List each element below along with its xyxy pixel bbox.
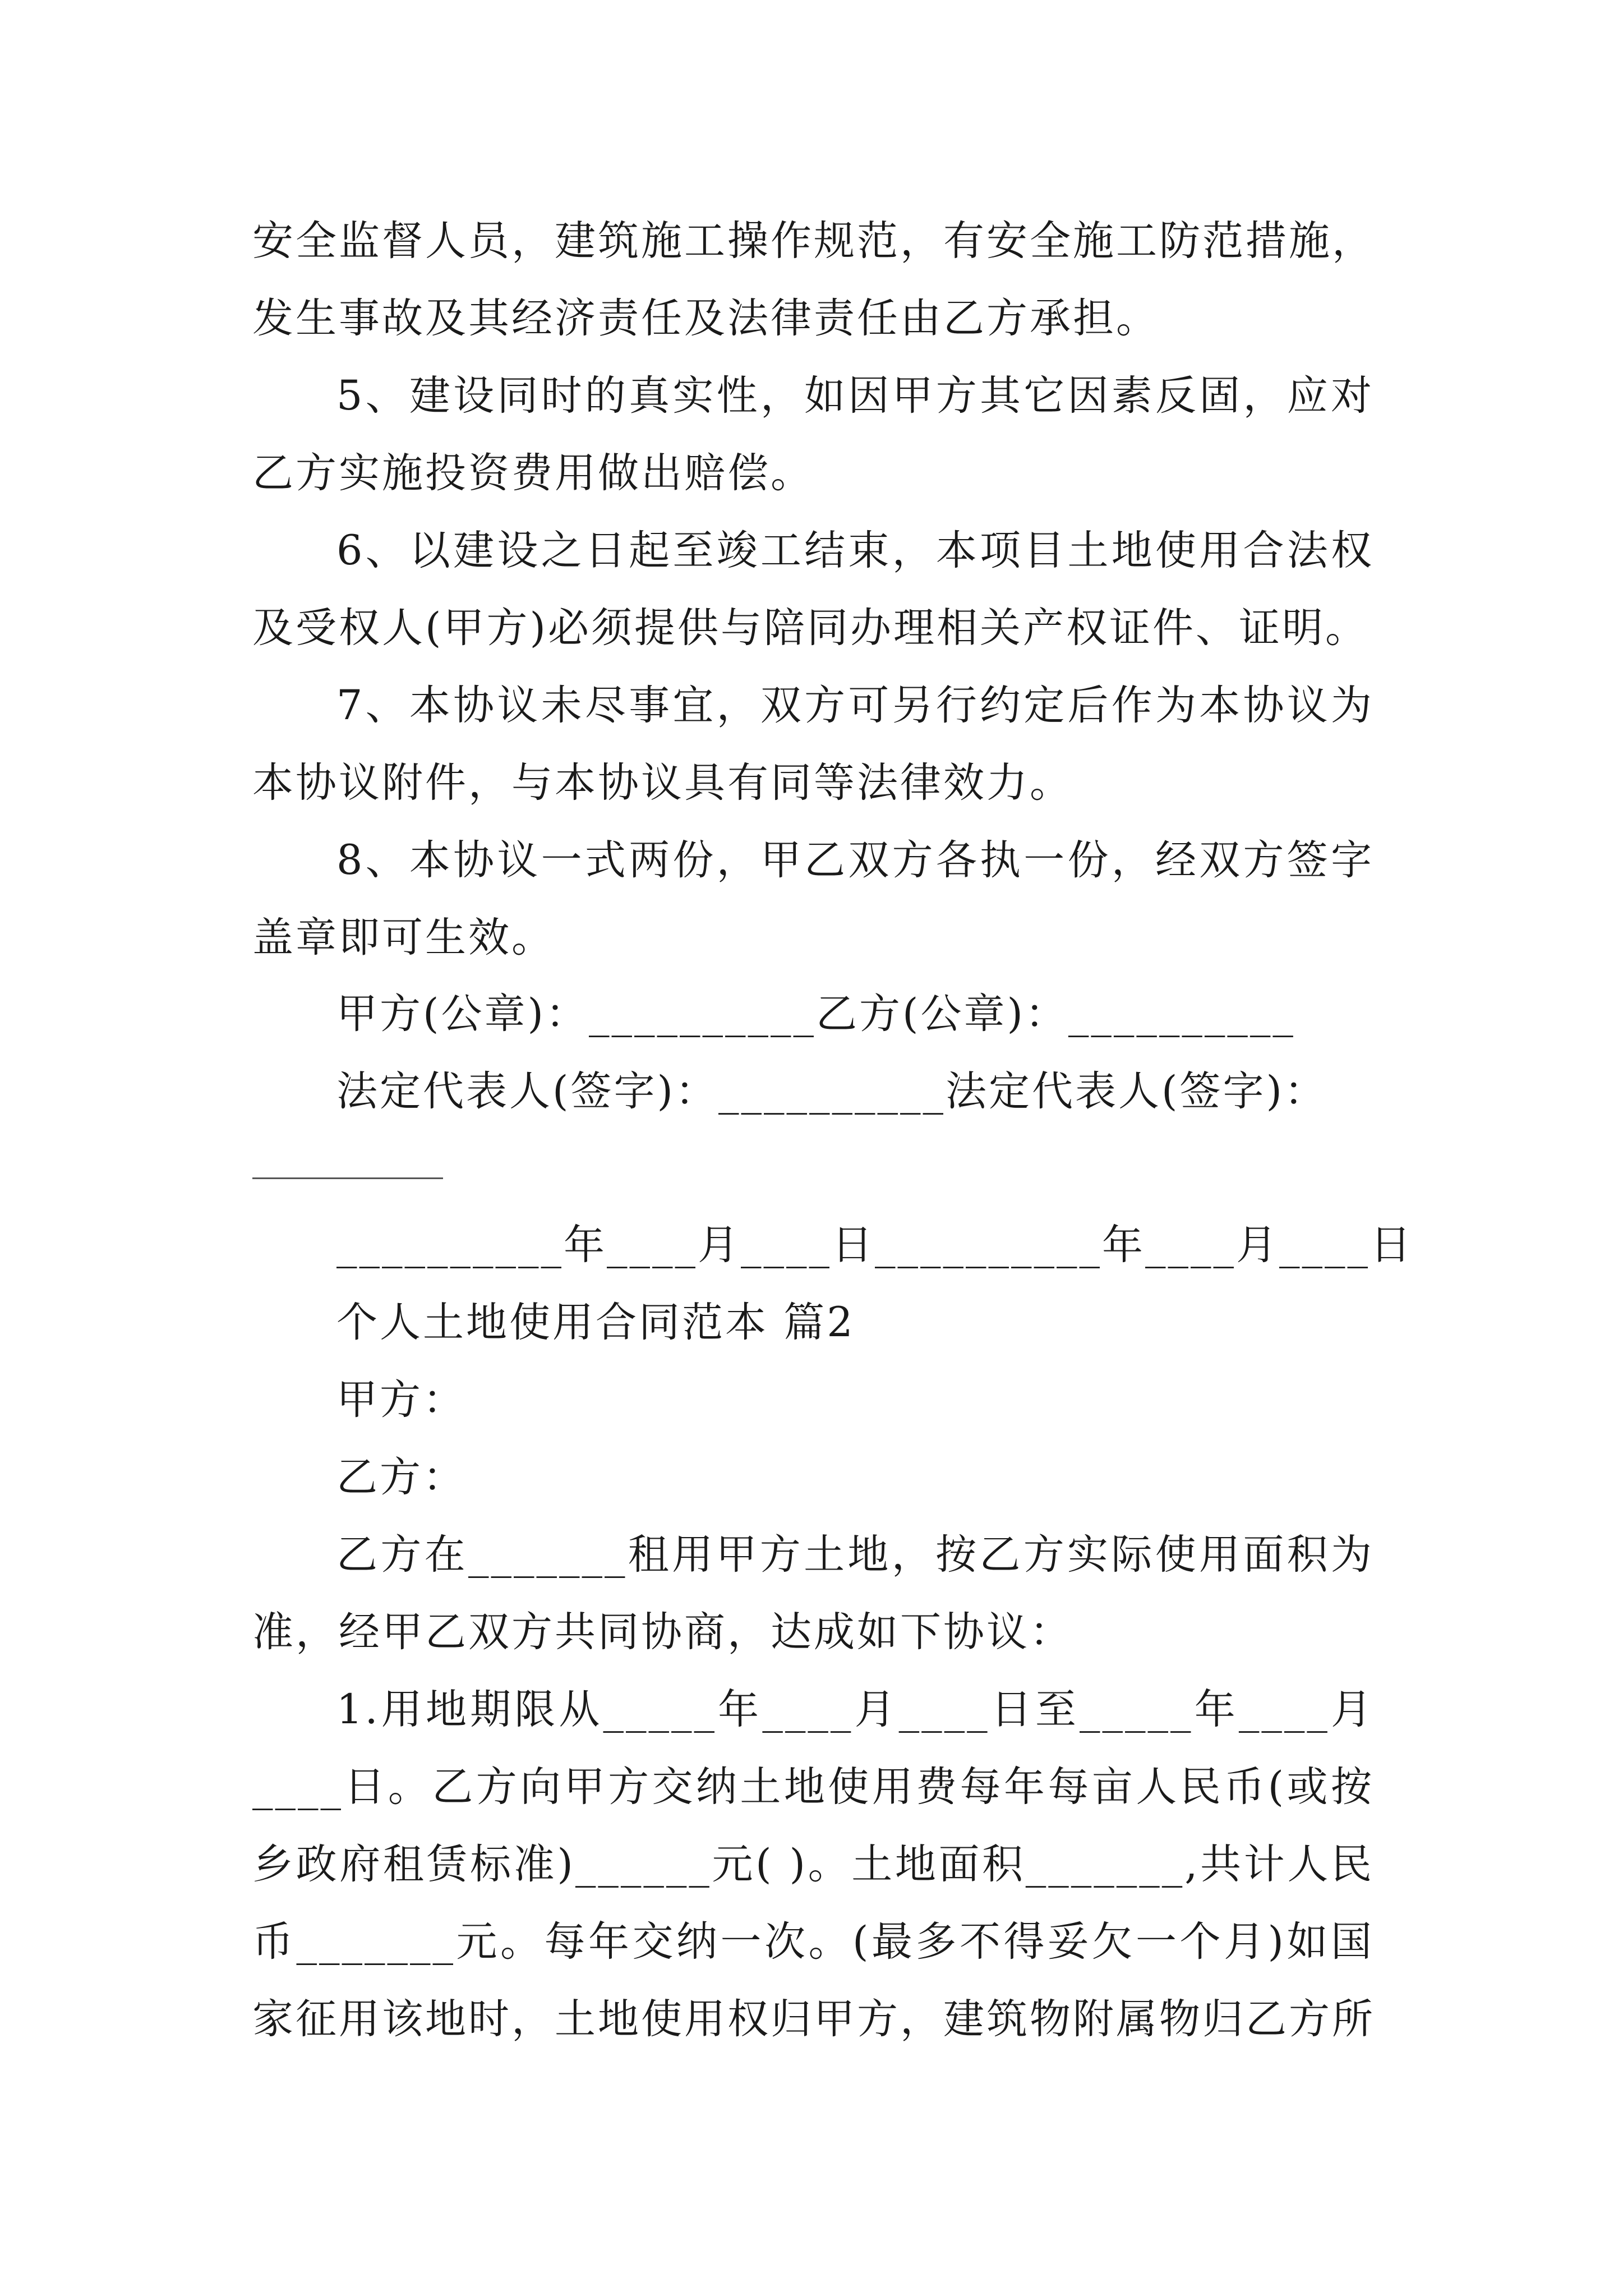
paragraph-line: 币_______元。每年交纳一次。(最多不得妥欠一个月)如国 [252,1918,1374,1966]
paragraph-line: 家征用该地时，土地使用权归甲方，建筑物附属物归乙方所 [252,1995,1375,2043]
paragraph-line: 盖章即可生效。 [252,914,555,961]
paragraph-line: ____日。乙方向甲方交纳土地使用费每年每亩人民币(或按 [252,1763,1374,1811]
paragraph-line: 乡政府租赁标准)______元( )。土地面积_______,共计人民 [252,1841,1374,1888]
party-b-label: 乙方： [336,1453,466,1501]
signature-blank [252,1177,443,1179]
clause-7: 7、本协议未尽事宜，双方可另行约定后作为本协议为 [336,682,1374,729]
clause-5: 5、建设同时的真实性，如因甲方其它因素反固，应对 [336,372,1374,420]
paragraph-line: 安全监督人员，建筑施工操作规范，有安全施工防范措施， [252,217,1375,265]
party-seal-line: 甲方(公章)：__________乙方(公章)：__________ [336,990,1295,1038]
paragraph-line: 本协议附件，与本协议具有同等法律效力。 [252,759,1073,807]
party-a-label: 甲方： [336,1376,466,1424]
clause-1: 1.用地期限从_____年____月____日至_____年____月 [336,1686,1374,1733]
clause-6: 6、以建设之日起至竣工结束，本项目土地使用合法权 [336,527,1374,574]
paragraph-line: 发生事故及其经济责任及法律责任由乙方承担。 [252,295,1159,342]
paragraph-line: 及受权人(甲方)必须提供与陪同办理相关产权证件、证明。 [252,604,1368,652]
section-title: 个人土地使用合同范本 篇2 [336,1299,855,1346]
clause-8: 8、本协议一式两份，甲乙双方各执一份，经双方签字 [336,836,1374,884]
paragraph-line: 准，经甲乙双方共同协商，达成如下协议： [252,1608,1073,1656]
legal-representative-line: 法定代表人(签字)：__________法定代表人(签字)： [336,1068,1327,1115]
date-line: __________年____月____日__________年____月____日 [336,1221,1413,1269]
agreement-intro: 乙方在_______租用甲方土地，按乙方实际使用面积为 [336,1531,1374,1579]
paragraph-line: 乙方实施投资费用做出赔偿。 [252,449,814,497]
